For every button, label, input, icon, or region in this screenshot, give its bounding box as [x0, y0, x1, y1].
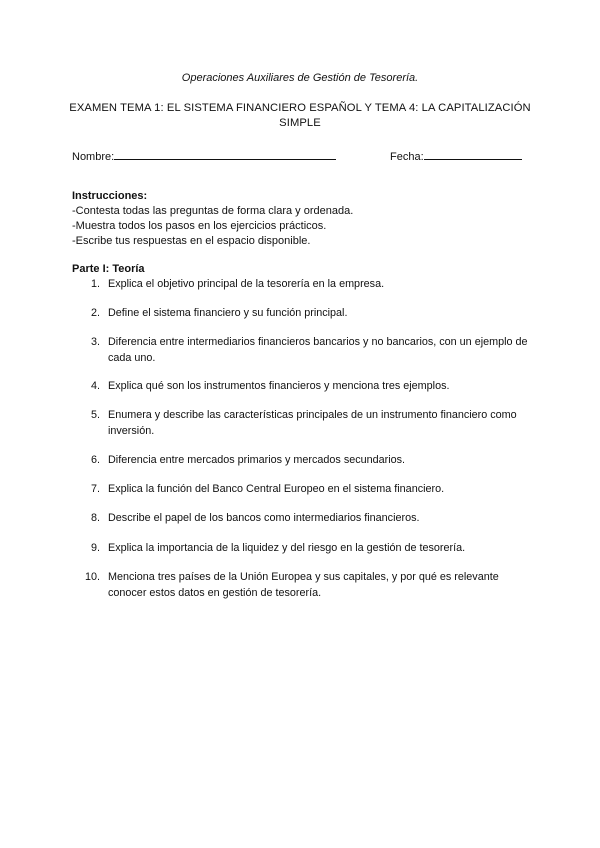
question-number: 2. — [90, 307, 100, 319]
question-number: 4. — [90, 380, 100, 392]
question-text: Diferencia entre mercados primarios y mercados secundarios. — [108, 454, 406, 466]
question-number: 9. — [90, 542, 100, 554]
course-subtitle: Operaciones Auxiliares de Gestión de Tesorería. — [181, 72, 419, 84]
name-label: Nombre: — [72, 151, 115, 163]
question-number: 3. — [90, 336, 100, 348]
question-text: Describe el papel de los bancos como intermediarios financieros. — [108, 512, 420, 524]
date-line[interactable] — [424, 148, 522, 160]
question-text: Define el sistema financiero y su función principal. — [108, 307, 348, 319]
instruction-line: -Escribe tus respuestas en el espacio disponible. — [72, 235, 311, 247]
question-text: Explica la función del Banco Central Europeo en el sistema financiero. — [108, 483, 445, 495]
question-text: Enumera y describe las características principales de un instrumento financiero como inversión. — [108, 409, 517, 437]
exam-title: EXAMEN TEMA 1: EL SISTEMA FINANCIERO ESPAÑOL Y TEMA 4: LA CAPITALIZACIÓN SIMPLE — [69, 102, 531, 129]
question-number: 6. — [90, 454, 100, 466]
question-text: Diferencia entre intermediarios financieros bancarios y no bancarios, con un ejemplo de cada uno. — [108, 336, 528, 364]
question-number: 8. — [90, 512, 100, 524]
question-text: Explica qué son los instrumentos financieros y menciona tres ejemplos. — [108, 380, 450, 392]
question-text: Menciona tres países de la Unión Europea y sus capitales, y por qué es relevante conocer estos datos en gestión de tesorería. — [108, 571, 499, 599]
question-number: 1. — [90, 278, 100, 290]
instructions-block — [72, 189, 532, 249]
question-number: 5. — [90, 409, 100, 421]
date-label: Fecha: — [390, 151, 424, 163]
question-number: 10. — [84, 571, 100, 583]
question-number: 7. — [90, 483, 100, 495]
instruction-line: -Muestra todos los pasos en los ejercicios prácticos. — [72, 220, 327, 232]
instruction-line: -Contesta todas las preguntas de forma clara y ordenada. — [72, 205, 354, 217]
instructions-heading: Instrucciones: — [72, 190, 148, 202]
name-field[interactable] — [72, 148, 336, 163]
date-field[interactable] — [390, 148, 522, 163]
question-text: Explica la importancia de la liquidez y del riesgo en la gestión de tesorería. — [108, 542, 466, 554]
name-line[interactable] — [114, 148, 336, 160]
student-fields — [72, 148, 532, 164]
question-text: Explica el objetivo principal de la tesorería en la empresa. — [108, 278, 385, 290]
part-heading: Parte I: Teoría — [72, 263, 145, 275]
